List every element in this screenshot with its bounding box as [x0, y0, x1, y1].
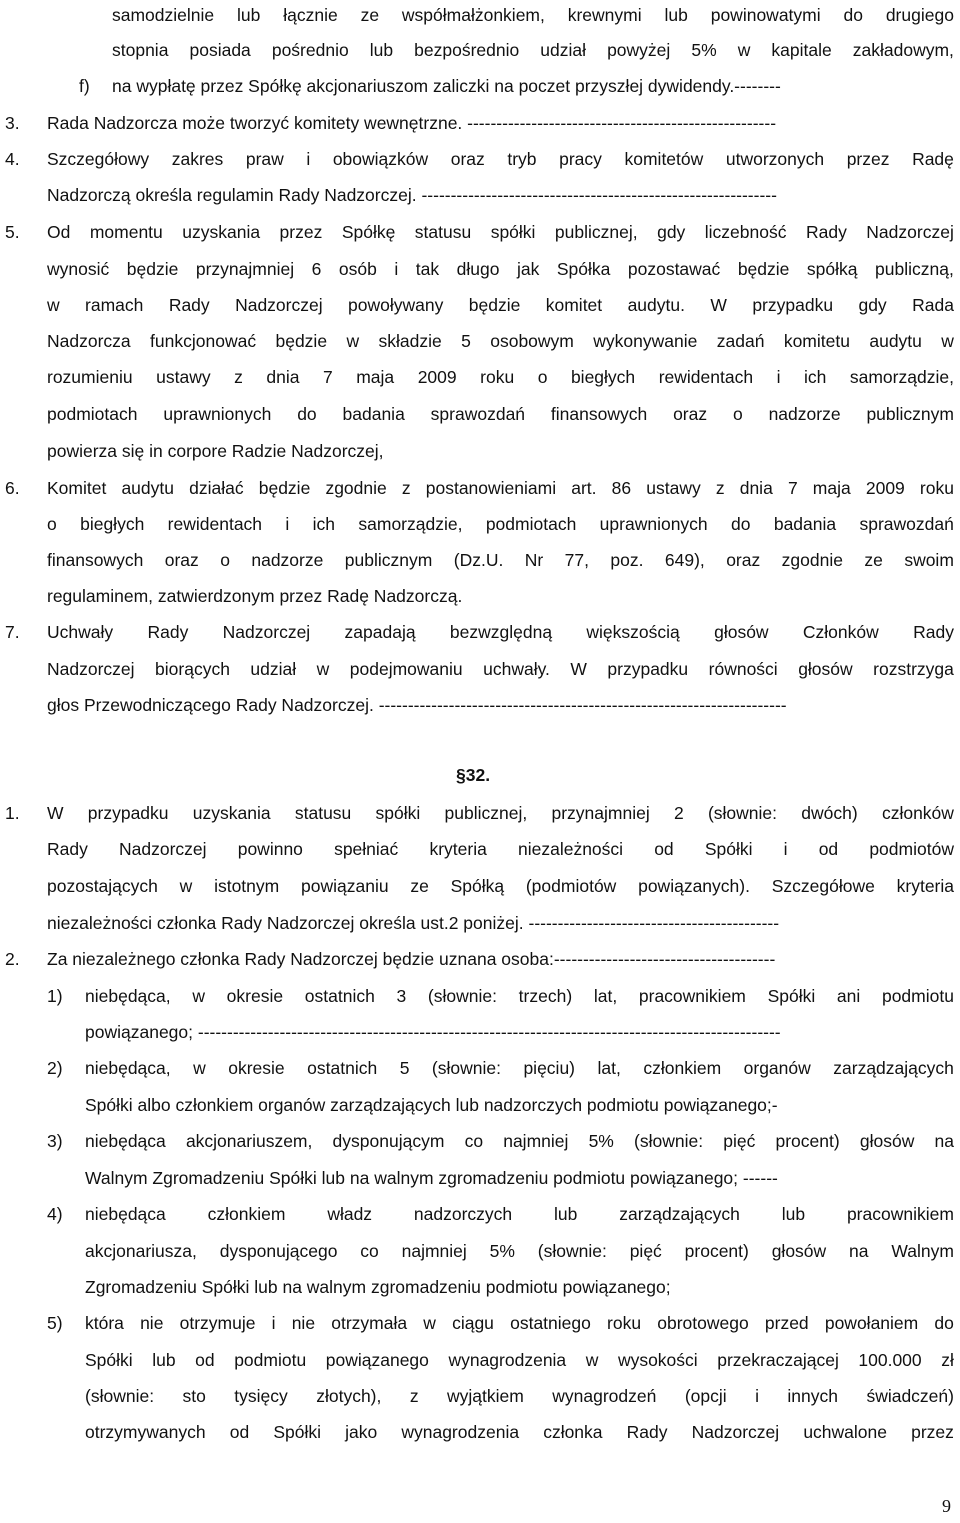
paragraph-line: rozumieniu ustawy z dnia 7 maja 2009 roku o biegłych rewidentach i ich samorządzie,	[47, 367, 954, 387]
subpoint-line: niebędąca członkiem władz nadzorczych lub zarządzających lub pracownikiem	[85, 1204, 954, 1224]
point-number: 7.	[5, 622, 20, 642]
point-number: 3.	[5, 113, 20, 133]
subpoint-line: niebędąca, w okresie ostatnich 3 (słownie: trzech) lat, pracownikiem Spółki ani podmiotu	[85, 986, 954, 1006]
paragraph-line: Rady Nadzorczej powinno spełniać kryteria niezależności od Spółki i od podmiotów	[47, 839, 954, 859]
subpoint-line: Zgromadzeniu Spółki lub na walnym zgromadzeniu podmiotu powiązanego;	[85, 1277, 671, 1297]
page-number: 9	[942, 1496, 951, 1516]
subpoint-line: Walnym Zgromadzeniu Spółki lub na walnym zgromadzeniu podmiotu powiązanego; ------	[85, 1168, 778, 1188]
point-number: 4.	[5, 149, 20, 169]
continued-paragraph-line: samodzielnie lub łącznie ze współmałżonkiem, krewnymi lub powinowatymi do drugiego	[112, 5, 954, 25]
paragraph-line: Nadzorczą określa regulamin Rady Nadzorczej. -------------------------------------------------------------	[47, 185, 777, 205]
subpoint-line: Spółki lub od podmiotu powiązanego wynagrodzenia w wysokości przekraczającej 100.000 zł	[85, 1350, 954, 1370]
paragraph-line: Uchwały Rady Nadzorczej zapadają bezwzględną większością głosów Członków Rady	[47, 622, 954, 642]
subpoint-line: powiązanego; ----------------------------------------------------------------------------------------------------	[85, 1022, 781, 1042]
paragraph-line: finansowych oraz o nadzorze publicznym (Dz.U. Nr 77, poz. 649), oraz zgodnie ze swoim	[47, 550, 954, 570]
paragraph-line: Nadzorczej biorących udział w podejmowaniu uchwały. W przypadku równości głosów rozstrzyga	[47, 659, 954, 679]
subpoint-line: Spółki albo członkiem organów zarządzających lub nadzorczych podmiotu powiązanego;-	[85, 1095, 778, 1115]
list-item-text: na wypłatę przez Spółkę akcjonariuszom zaliczki na poczet przyszłej dywidendy.--------	[112, 76, 781, 96]
paragraph-line: Rada Nadzorcza może tworzyć komitety wewnętrzne. -----------------------------------------------------	[47, 113, 777, 133]
subpoint-number: 4)	[47, 1204, 63, 1224]
paragraph-line: głos Przewodniczącego Rady Nadzorczej. ----------------------------------------------------------------------	[47, 695, 787, 715]
list-marker: f)	[79, 76, 90, 96]
paragraph-line: regulaminem, zatwierdzonym przez Radę Nadzorczą.	[47, 586, 463, 606]
subpoint-number: 5)	[47, 1313, 63, 1333]
paragraph-line: wynosić będzie przynajmniej 6 osób i tak długo jak Spółka pozostawać będzie spółką publiczną,	[47, 259, 954, 279]
subpoint-line: która nie otrzymuje i nie otrzymała w ciągu ostatniego roku obrotowego przed powołaniem do	[85, 1313, 954, 1333]
subpoint-number: 1)	[47, 986, 63, 1006]
subpoint-line: (słownie: sto tysięcy złotych), z wyjątkiem wynagrodzeń (opcji i innych świadczeń)	[85, 1386, 954, 1406]
paragraph-line: Za niezależnego członka Rady Nadzorczej będzie uznana osoba:--------------------------------------	[47, 949, 776, 969]
paragraph-line: pozostających w istotnym powiązaniu ze Spółką (podmiotów powiązanych). Szczegółowe kryteria	[47, 876, 954, 896]
paragraph-line: powierza się in corpore Radzie Nadzorczej,	[47, 441, 384, 461]
paragraph-line: Nadzorcza funkcjonować będzie w składzie 5 osobowym wykonywanie zadań komitetu audytu w	[47, 331, 954, 351]
paragraph-line: Komitet audytu działać będzie zgodnie z postanowieniami art. 86 ustawy z dnia 7 maja 2009 roku	[47, 478, 954, 498]
subpoint-line: otrzymywanych od Spółki jako wynagrodzenia członka Rady Nadzorczej uchwalone przez	[85, 1422, 954, 1442]
paragraph-line: o biegłych rewidentach i ich samorządzie, podmiotach uprawnionych do badania sprawozdań	[47, 514, 954, 534]
continued-paragraph-line: stopnia posiada pośrednio lub bezpośrednio udział powyżej 5% w kapitale zakładowym,	[112, 40, 954, 60]
point-number: 2.	[5, 949, 20, 969]
subpoint-line: niebędąca, w okresie ostatnich 5 (słownie: pięciu) lat, członkiem organów zarządzających	[85, 1058, 954, 1078]
point-number: 6.	[5, 478, 20, 498]
paragraph-line: w ramach Rady Nadzorczej powoływany będzie komitet audytu. W przypadku gdy Rada	[47, 295, 954, 315]
point-number: 5.	[5, 222, 20, 242]
paragraph-line: W przypadku uzyskania statusu spółki publicznej, przynajmniej 2 (słownie: dwóch) członków	[47, 803, 954, 823]
subpoint-number: 2)	[47, 1058, 63, 1078]
paragraph-line: Od momentu uzyskania przez Spółkę statusu spółki publicznej, gdy liczebność Rady Nadzorczej	[47, 222, 954, 242]
paragraph-line: Szczegółowy zakres praw i obowiązków oraz tryb pracy komitetów utworzonych przez Radę	[47, 149, 954, 169]
point-number: 1.	[5, 803, 20, 823]
paragraph-line: niezależności członka Rady Nadzorczej określa ust.2 poniżej. -------------------------------------------	[47, 913, 780, 933]
subpoint-line: akcjonariusza, dysponującego co najmniej 5% (słownie: pięć procent) głosów na Walnym	[85, 1241, 954, 1261]
subpoint-line: niebędąca akcjonariuszem, dysponującym co najmniej 5% (słownie: pięć procent) głosów na	[85, 1131, 954, 1151]
subpoint-number: 3)	[47, 1131, 63, 1151]
section-heading: §32.	[456, 765, 491, 785]
paragraph-line: podmiotach uprawnionych do badania sprawozdań finansowych oraz o nadzorze publicznym	[47, 404, 954, 424]
